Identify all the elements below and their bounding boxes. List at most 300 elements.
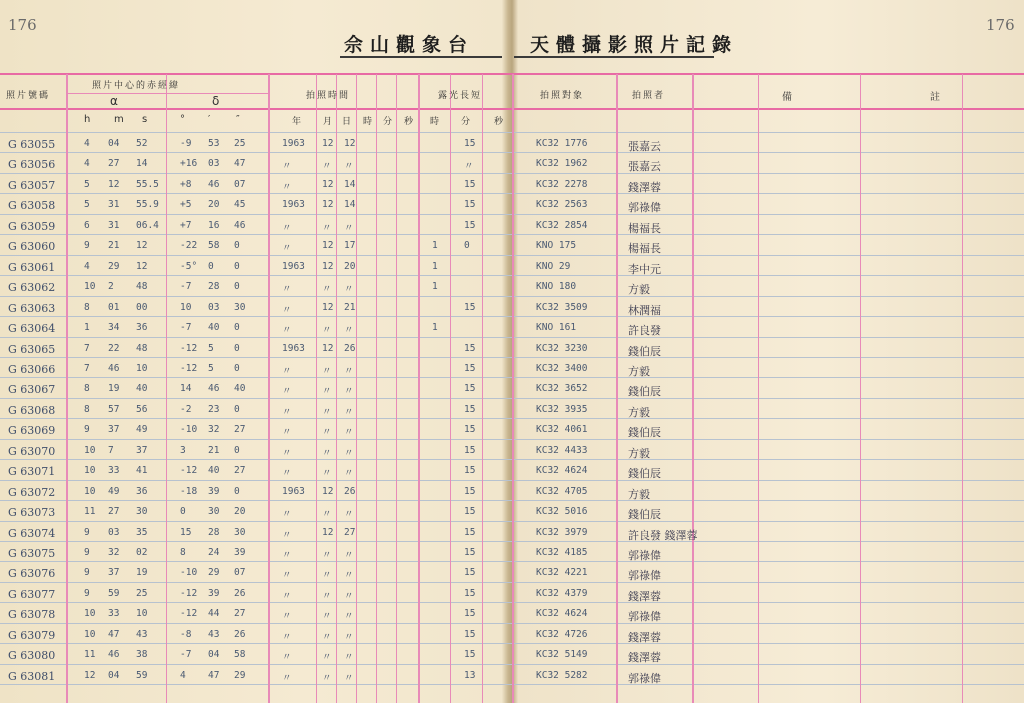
cell-dec-arcmin: 23 xyxy=(208,403,220,415)
cell-plate-number: G 63059 xyxy=(8,219,56,233)
cell-dec-degrees: -10 xyxy=(180,424,198,436)
cell-exposure-hours: 1 xyxy=(432,240,438,252)
cell-target: KC32 3509 xyxy=(536,301,588,313)
cell-plate-number: G 63062 xyxy=(8,281,56,295)
cell-dec-degrees: +8 xyxy=(180,178,192,190)
cell-dec-degrees: -12 xyxy=(180,465,198,477)
cell-month: 12 xyxy=(322,301,334,313)
cell-ra-seconds: 19 xyxy=(136,567,148,579)
cell-plate-number: G 63055 xyxy=(8,138,56,151)
cell-exposure-minutes: 15 xyxy=(464,587,476,599)
cell-month: 12 xyxy=(322,138,334,149)
cell-year: 〃 xyxy=(282,672,292,684)
cell-ra-seconds: 12 xyxy=(136,240,148,252)
cell-ra-minutes: 27 xyxy=(108,158,120,170)
cell-ra-hours: 9 xyxy=(84,567,90,579)
cell-target: KNO 29 xyxy=(536,260,571,272)
cell-target: KC32 4185 xyxy=(536,547,588,558)
cell-dec-degrees: -7 xyxy=(180,649,192,661)
cell-target: KC32 3400 xyxy=(536,362,588,374)
header-remarks-left: 備 xyxy=(782,92,794,103)
header-plate-number: 照片號碼 xyxy=(6,91,51,101)
cell-month: 〃 xyxy=(322,386,332,398)
cell-dec-arcmin: 40 xyxy=(208,465,220,477)
cell-year: 1963 xyxy=(282,485,305,497)
cell-dec-arcmin: 47 xyxy=(208,669,220,681)
subheader-exp-sec: 秒 xyxy=(494,117,504,127)
cell-dec-degrees: -12 xyxy=(180,342,198,354)
cell-target: KC32 3652 xyxy=(536,383,588,395)
cell-exposure-hours: 1 xyxy=(432,260,438,272)
cell-dec-arcmin: 46 xyxy=(208,178,220,190)
cell-photographer: 張嘉云 xyxy=(628,160,661,174)
title-record: 天體攝影照片記錄 xyxy=(530,34,739,56)
cell-dec-arcmin: 0 xyxy=(208,260,214,272)
cell-month: 〃 xyxy=(322,365,332,377)
cell-ra-hours: 10 xyxy=(84,281,96,293)
cell-plate-number: G 63065 xyxy=(8,342,56,356)
subheader-hour: 時 xyxy=(363,117,373,127)
header-alpha: α xyxy=(110,94,118,108)
column-divider xyxy=(860,74,861,703)
cell-plate-number: G 63081 xyxy=(8,669,56,683)
column-divider xyxy=(336,74,337,703)
cell-exposure-minutes: 13 xyxy=(464,669,476,681)
cell-photographer: 許良發 xyxy=(628,324,661,338)
column-divider xyxy=(482,74,483,703)
cell-plate-number: G 63068 xyxy=(8,403,56,417)
cell-ra-seconds: 41 xyxy=(136,465,148,477)
cell-day: 〃 xyxy=(344,509,354,521)
cell-year: 〃 xyxy=(282,386,292,398)
cell-month: 〃 xyxy=(322,611,332,623)
subheader-deg: ° xyxy=(180,114,185,125)
cell-dec-arcsec: 26 xyxy=(234,628,246,640)
cell-ra-minutes: 21 xyxy=(108,240,120,252)
subheader-m: m xyxy=(114,114,124,125)
cell-ra-hours: 11 xyxy=(84,649,96,661)
cell-plate-number: G 63079 xyxy=(8,628,56,642)
cell-dec-arcmin: 03 xyxy=(208,301,220,313)
column-divider xyxy=(616,74,618,703)
cell-day: 〃 xyxy=(344,386,354,398)
cell-ra-hours: 5 xyxy=(84,199,90,211)
cell-dec-arcsec: 29 xyxy=(234,669,246,681)
cell-dec-arcmin: 28 xyxy=(208,526,220,538)
cell-ra-minutes: 04 xyxy=(108,138,120,149)
cell-ra-minutes: 04 xyxy=(108,669,120,681)
cell-dec-degrees: -7 xyxy=(180,281,192,293)
cell-ra-hours: 7 xyxy=(84,362,90,374)
cell-dec-arcsec: 0 xyxy=(234,444,240,456)
left-page-number: 176 xyxy=(8,16,37,34)
coords-subheader-rule xyxy=(66,93,268,94)
cell-plate-number: G 63064 xyxy=(8,322,56,336)
subheader-s: s xyxy=(142,114,148,125)
cell-dec-degrees: -8 xyxy=(180,628,192,640)
cell-target: KC32 2854 xyxy=(536,219,588,231)
cell-dec-arcsec: 47 xyxy=(234,158,246,170)
column-divider xyxy=(450,74,451,703)
cell-target: KC32 1776 xyxy=(536,138,588,149)
cell-ra-hours: 9 xyxy=(84,424,90,436)
cell-dec-arcsec: 39 xyxy=(234,547,246,558)
cell-dec-degrees: -12 xyxy=(180,362,198,374)
cell-ra-seconds: 48 xyxy=(136,281,148,293)
cell-dec-degrees: +5 xyxy=(180,199,192,211)
cell-year: 〃 xyxy=(282,509,292,521)
cell-ra-hours: 9 xyxy=(84,526,90,538)
header-center-coords: 照片中心的赤經緯 xyxy=(92,81,181,91)
cell-ra-hours: 4 xyxy=(84,260,90,272)
cell-ra-seconds: 38 xyxy=(136,649,148,661)
cell-photographer: 郭祿偉 xyxy=(628,569,661,583)
cell-target: KC32 3979 xyxy=(536,526,588,538)
cell-day: 〃 xyxy=(344,631,354,643)
cell-ra-seconds: 55.5 xyxy=(136,178,159,190)
cell-plate-number: G 63063 xyxy=(8,301,56,315)
cell-year: 1963 xyxy=(282,342,305,354)
cell-dec-arcmin: 40 xyxy=(208,322,220,334)
cell-day: 〃 xyxy=(344,365,354,377)
right-page-number: 176 xyxy=(986,16,1015,34)
cell-ra-seconds: 25 xyxy=(136,587,148,599)
cell-ra-hours: 10 xyxy=(84,485,96,497)
cell-dec-degrees: +7 xyxy=(180,219,192,231)
cell-plate-number: G 63070 xyxy=(8,444,56,458)
cell-exposure-minutes: 15 xyxy=(464,362,476,374)
cell-plate-number: G 63057 xyxy=(8,178,56,192)
cell-dec-arcmin: 39 xyxy=(208,485,220,497)
cell-day: 12 xyxy=(344,138,356,149)
cell-month: 〃 xyxy=(322,468,332,480)
cell-ra-seconds: 55.9 xyxy=(136,199,159,211)
cell-ra-seconds: 14 xyxy=(136,158,148,170)
column-divider xyxy=(396,74,397,703)
column-divider xyxy=(316,74,317,703)
cell-day: 17 xyxy=(344,240,356,252)
header-exposure-time: 拍照時間 xyxy=(306,91,351,101)
cell-day: 〃 xyxy=(344,222,354,234)
cell-target: KC32 4705 xyxy=(536,485,588,497)
cell-plate-number: G 63073 xyxy=(8,506,56,520)
cell-ra-hours: 1 xyxy=(84,322,90,334)
cell-dec-arcsec: 0 xyxy=(234,322,240,334)
subheader-month: 月 xyxy=(323,117,333,127)
cell-ra-minutes: 19 xyxy=(108,383,120,395)
cell-day: 14 xyxy=(344,178,356,190)
subheader-minute: 分 xyxy=(383,117,393,127)
cell-dec-degrees: -2 xyxy=(180,403,192,415)
cell-plate-number: G 63071 xyxy=(8,465,56,479)
cell-plate-number: G 63080 xyxy=(8,649,56,663)
cell-ra-minutes: 59 xyxy=(108,587,120,599)
cell-day: 20 xyxy=(344,260,356,272)
cell-ra-seconds: 48 xyxy=(136,342,148,354)
cell-dec-arcsec: 27 xyxy=(234,608,246,620)
cell-month: 〃 xyxy=(322,161,332,173)
cell-photographer: 許良發 錢澤蓉 xyxy=(628,528,698,542)
cell-month: 〃 xyxy=(322,447,332,459)
cell-year: 〃 xyxy=(282,222,292,234)
cell-dec-arcmin: 30 xyxy=(208,506,220,518)
cell-day: 21 xyxy=(344,301,356,313)
cell-ra-minutes: 57 xyxy=(108,403,120,415)
cell-year: 1963 xyxy=(282,138,305,149)
cell-photographer: 方毅 xyxy=(628,283,650,297)
cell-day: 〃 xyxy=(344,611,354,623)
cell-dec-degrees: 15 xyxy=(180,526,192,538)
cell-target: KC32 2563 xyxy=(536,199,588,211)
cell-target: KC32 5149 xyxy=(536,649,588,661)
cell-dec-arcsec: 26 xyxy=(234,587,246,599)
cell-month: 12 xyxy=(322,260,334,272)
cell-exposure-minutes: 15 xyxy=(464,444,476,456)
cell-year: 〃 xyxy=(282,590,292,602)
cell-ra-hours: 9 xyxy=(84,547,90,558)
cell-month: 〃 xyxy=(322,325,332,337)
cell-dec-arcmin: 20 xyxy=(208,199,220,211)
cell-ra-minutes: 29 xyxy=(108,260,120,272)
cell-year: 〃 xyxy=(282,570,292,582)
cell-ra-seconds: 10 xyxy=(136,362,148,374)
cell-exposure-minutes: 15 xyxy=(464,403,476,415)
cell-ra-hours: 10 xyxy=(84,465,96,477)
cell-ra-minutes: 33 xyxy=(108,465,120,477)
cell-target: KNO 175 xyxy=(536,240,577,252)
subheader-second: 秒 xyxy=(404,117,414,127)
cell-ra-minutes: 01 xyxy=(108,301,120,313)
column-divider xyxy=(376,74,377,703)
cell-month: 12 xyxy=(322,526,334,538)
cell-photographer: 錢伯辰 xyxy=(628,426,661,440)
cell-year: 1963 xyxy=(282,260,305,272)
cell-dec-arcmin: 03 xyxy=(208,158,220,170)
cell-exposure-minutes: 15 xyxy=(464,219,476,231)
cell-year: 〃 xyxy=(282,406,292,418)
cell-day: 〃 xyxy=(344,325,354,337)
cell-ra-hours: 11 xyxy=(84,506,96,518)
cell-ra-minutes: 32 xyxy=(108,547,120,558)
cell-dec-degrees: 10 xyxy=(180,301,192,313)
cell-ra-seconds: 00 xyxy=(136,301,148,313)
cell-ra-seconds: 36 xyxy=(136,485,148,497)
cell-ra-minutes: 27 xyxy=(108,506,120,518)
cell-ra-hours: 8 xyxy=(84,383,90,395)
cell-day: 〃 xyxy=(344,672,354,684)
cell-ra-seconds: 40 xyxy=(136,383,148,395)
cell-day: 〃 xyxy=(344,570,354,582)
cell-exposure-minutes: 15 xyxy=(464,547,476,558)
cell-plate-number: G 63077 xyxy=(8,587,56,601)
header-target: 拍照對象 xyxy=(540,91,585,101)
cell-ra-hours: 4 xyxy=(84,138,90,149)
cell-photographer: 郭祿偉 xyxy=(628,549,661,562)
cell-day: 26 xyxy=(344,342,356,354)
cell-photographer: 錢伯辰 xyxy=(628,508,661,522)
column-divider xyxy=(66,74,68,703)
cell-plate-number: G 63056 xyxy=(8,158,56,172)
cell-target: KC32 1962 xyxy=(536,158,588,170)
cell-dec-arcmin: 58 xyxy=(208,240,220,252)
cell-dec-arcmin: 16 xyxy=(208,219,220,231)
cell-dec-degrees: -12 xyxy=(180,608,198,620)
cell-photographer: 郭祿偉 xyxy=(628,201,661,215)
header-photographer: 拍照者 xyxy=(632,91,666,101)
cell-month: 〃 xyxy=(322,284,332,296)
cell-photographer: 錢澤蓉 xyxy=(628,651,661,665)
column-divider xyxy=(512,74,514,703)
cell-ra-minutes: 46 xyxy=(108,649,120,661)
cell-month: 〃 xyxy=(322,631,332,643)
cell-dec-arcsec: 0 xyxy=(234,403,240,415)
cell-target: KC32 4624 xyxy=(536,608,588,620)
cell-dec-arcsec: 58 xyxy=(234,649,246,661)
cell-photographer: 楊福長 xyxy=(628,221,661,235)
cell-year: 〃 xyxy=(282,243,292,255)
cell-dec-arcsec: 20 xyxy=(234,506,246,518)
cell-year: 〃 xyxy=(282,652,292,664)
cell-year: 〃 xyxy=(282,468,292,480)
cell-ra-hours: 6 xyxy=(84,219,90,231)
cell-year: 〃 xyxy=(282,447,292,459)
cell-ra-hours: 8 xyxy=(84,301,90,313)
cell-ra-hours: 8 xyxy=(84,403,90,415)
subheader-year: 年 xyxy=(292,117,302,127)
cell-ra-hours: 10 xyxy=(84,608,96,620)
cell-plate-number: G 63072 xyxy=(8,485,56,499)
subheader-arcsec: ″ xyxy=(236,114,240,125)
cell-dec-degrees: -7 xyxy=(180,322,192,334)
title-observatory: 佘山觀象台 xyxy=(344,34,475,56)
cell-ra-seconds: 35 xyxy=(136,526,148,538)
cell-ra-minutes: 47 xyxy=(108,628,120,640)
header-delta: δ xyxy=(212,94,220,108)
cell-photographer: 郭祿偉 xyxy=(628,671,661,685)
cell-exposure-minutes: 15 xyxy=(464,608,476,620)
cell-exposure-minutes: 15 xyxy=(464,301,476,313)
subheader-h: h xyxy=(84,114,91,125)
cell-target: KNO 180 xyxy=(536,281,577,293)
cell-day: 26 xyxy=(344,485,356,497)
cell-photographer: 錢伯辰 xyxy=(628,467,661,481)
cell-ra-seconds: 36 xyxy=(136,322,148,334)
cell-month: 〃 xyxy=(322,570,332,582)
cell-exposure-minutes: 15 xyxy=(464,465,476,477)
cell-year: 〃 xyxy=(282,365,292,377)
cell-dec-arcmin: 24 xyxy=(208,547,220,558)
cell-ra-seconds: 49 xyxy=(136,424,148,436)
cell-dec-degrees: 3 xyxy=(180,444,186,456)
cell-photographer: 方毅 xyxy=(628,405,650,419)
cell-year: 〃 xyxy=(282,304,292,316)
cell-photographer: 錢伯辰 xyxy=(628,344,661,358)
cell-ra-minutes: 31 xyxy=(108,219,120,231)
cell-photographer: 方毅 xyxy=(628,487,650,501)
cell-dec-arcsec: 07 xyxy=(234,178,246,190)
cell-photographer: 錢澤蓉 xyxy=(628,630,661,644)
cell-target: KC32 5282 xyxy=(536,669,588,681)
cell-dec-arcsec: 30 xyxy=(234,301,246,313)
cell-exposure-minutes: 15 xyxy=(464,506,476,518)
subheader-exp-hour: 時 xyxy=(430,117,440,127)
cell-year: 〃 xyxy=(282,427,292,439)
cell-dec-arcsec: 27 xyxy=(234,465,246,477)
cell-dec-arcmin: 53 xyxy=(208,138,220,149)
cell-exposure-minutes: 15 xyxy=(464,649,476,661)
cell-plate-number: G 63060 xyxy=(8,240,56,254)
cell-month: 〃 xyxy=(322,550,332,561)
cell-year: 1963 xyxy=(282,199,305,211)
cell-day: 14 xyxy=(344,199,356,211)
cell-photographer: 林潤福 xyxy=(628,303,661,317)
cell-dec-arcsec: 27 xyxy=(234,424,246,436)
cell-exposure-minutes: 15 xyxy=(464,628,476,640)
cell-dec-arcmin: 29 xyxy=(208,567,220,579)
cell-photographer: 李中元 xyxy=(628,262,661,276)
cell-year: 〃 xyxy=(282,529,292,541)
cell-plate-number: G 63061 xyxy=(8,260,56,274)
cell-exposure-hours: 1 xyxy=(432,322,438,334)
cell-target: KC32 4061 xyxy=(536,424,588,436)
cell-photographer: 方毅 xyxy=(628,446,650,460)
cell-target: KC32 4726 xyxy=(536,628,588,640)
subheader-exp-min: 分 xyxy=(461,117,471,127)
cell-ra-seconds: 43 xyxy=(136,628,148,640)
cell-photographer: 錢伯辰 xyxy=(628,385,661,399)
cell-dec-arcsec: 0 xyxy=(234,485,240,497)
cell-ra-seconds: 30 xyxy=(136,506,148,518)
cell-ra-hours: 10 xyxy=(84,628,96,640)
cell-target: KC32 3230 xyxy=(536,342,588,354)
cell-exposure-minutes: 15 xyxy=(464,178,476,190)
cell-dec-arcmin: 5 xyxy=(208,342,214,354)
cell-day: 〃 xyxy=(344,468,354,480)
cell-photographer: 張嘉云 xyxy=(628,140,661,153)
cell-ra-minutes: 12 xyxy=(108,178,120,190)
cell-photographer: 錢澤蓉 xyxy=(628,589,661,603)
cell-dec-degrees: 0 xyxy=(180,506,186,518)
cell-dec-degrees: 14 xyxy=(180,383,192,395)
cell-exposure-hours: 1 xyxy=(432,281,438,293)
cell-plate-number: G 63058 xyxy=(8,199,56,213)
header-remarks-right: 註 xyxy=(930,92,942,103)
cell-dec-degrees: 4 xyxy=(180,669,186,681)
cell-dec-arcmin: 43 xyxy=(208,628,220,640)
cell-dec-arcmin: 04 xyxy=(208,649,220,661)
cell-ra-hours: 5 xyxy=(84,178,90,190)
column-divider xyxy=(758,74,759,703)
cell-year: 〃 xyxy=(282,325,292,337)
cell-month: 〃 xyxy=(322,652,332,664)
cell-ra-minutes: 22 xyxy=(108,342,120,354)
cell-exposure-minutes: 15 xyxy=(464,342,476,354)
cell-exposure-minutes: 15 xyxy=(464,526,476,538)
cell-dec-degrees: -9 xyxy=(180,138,192,149)
cell-ra-minutes: 2 xyxy=(108,281,114,293)
cell-month: 12 xyxy=(322,178,334,190)
cell-dec-degrees: -18 xyxy=(180,485,198,497)
cell-target: KC32 4379 xyxy=(536,587,588,599)
cell-exposure-minutes: 15 xyxy=(464,424,476,436)
cell-ra-seconds: 02 xyxy=(136,547,148,558)
column-divider xyxy=(692,74,694,703)
cell-photographer: 楊福長 xyxy=(628,242,661,256)
cell-exposure-minutes: 15 xyxy=(464,383,476,395)
cell-day: 〃 xyxy=(344,590,354,602)
column-divider xyxy=(418,74,420,703)
cell-plate-number: G 63066 xyxy=(8,362,56,376)
